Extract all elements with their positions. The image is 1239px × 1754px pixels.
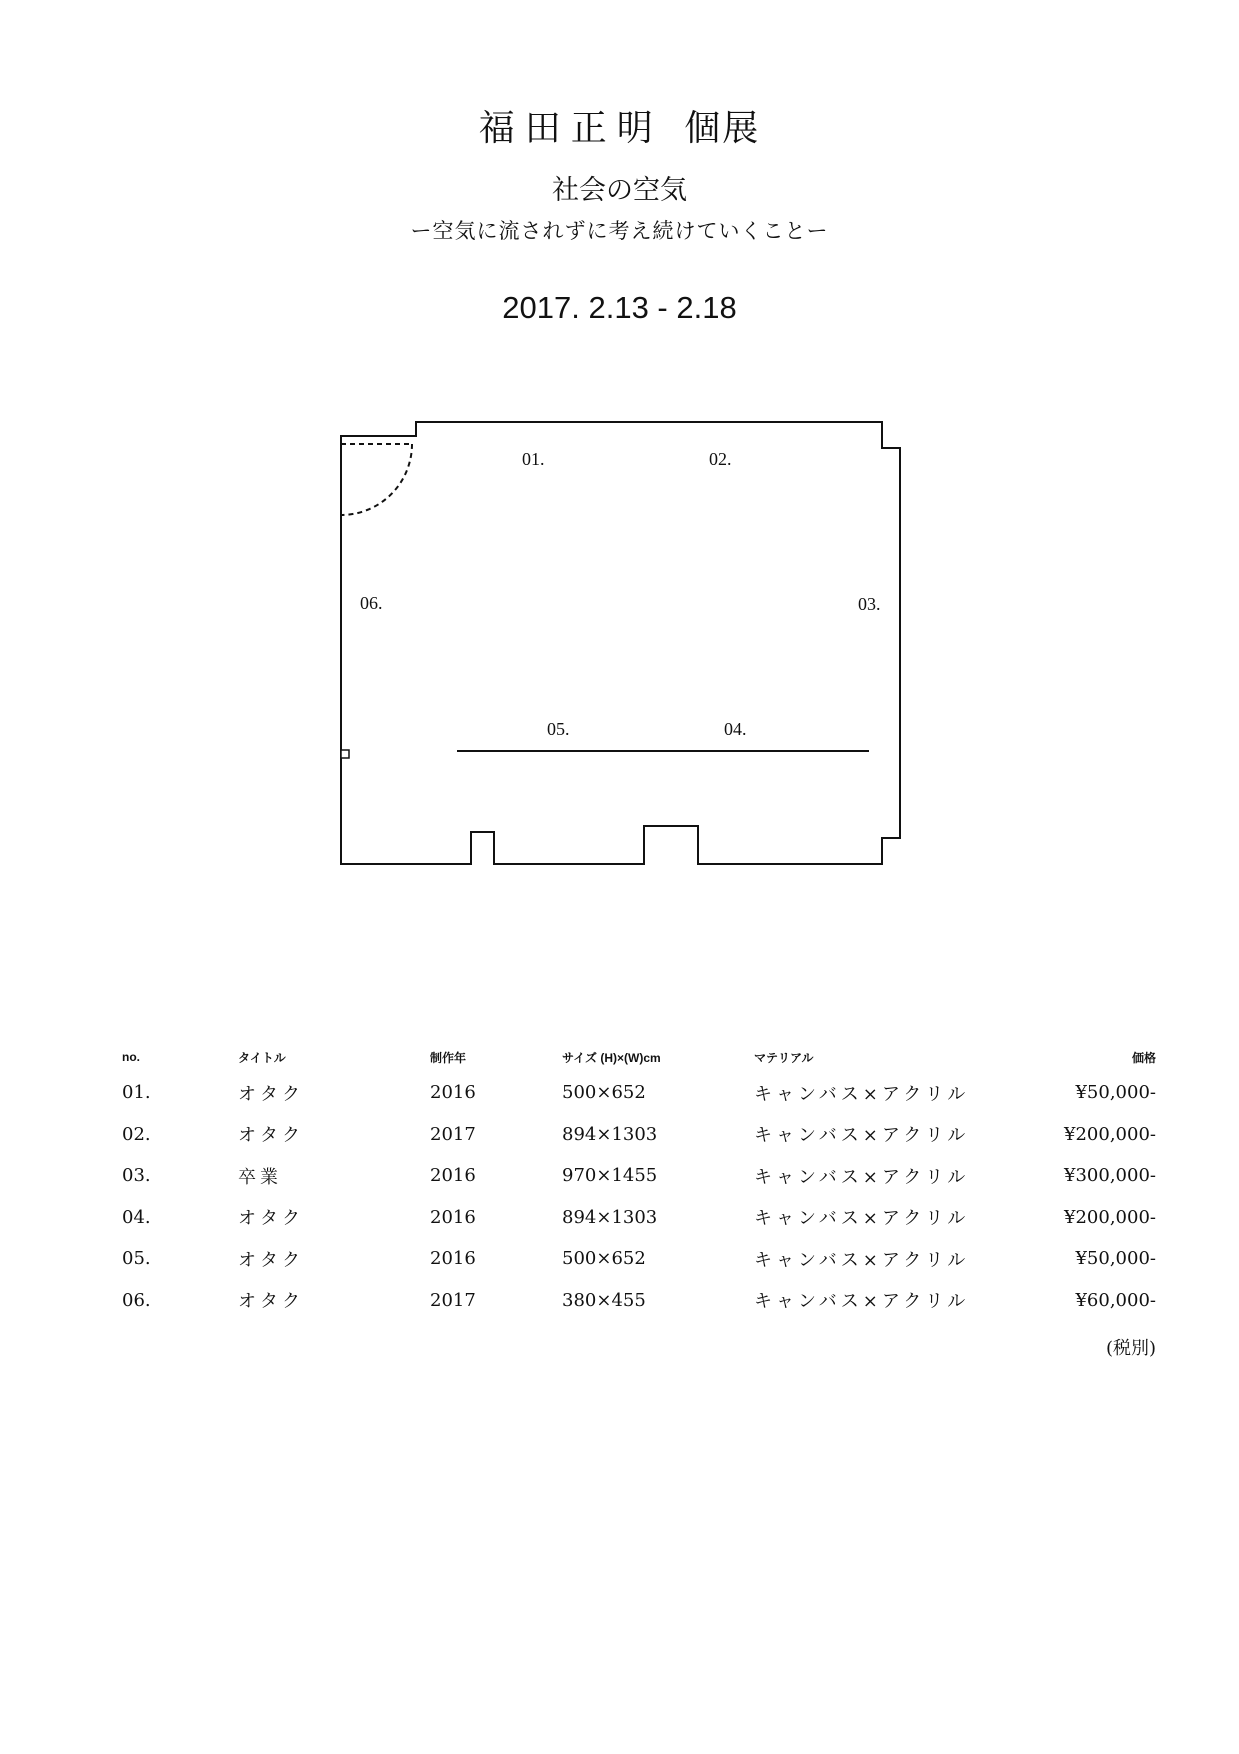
cell-material: キャンバス×アクリル [754, 1125, 970, 1147]
table-row [122, 1197, 1156, 1239]
table-row [122, 1155, 1156, 1197]
cell-year: 2016 [430, 1206, 476, 1228]
cell-no: 03. [122, 1165, 151, 1187]
header-year: 制作年 [430, 1050, 467, 1065]
cell-size: 894×1303 [562, 1123, 658, 1145]
cell-size: 894×1303 [562, 1206, 658, 1228]
cell-no: 05. [122, 1248, 151, 1270]
cell-price: ¥300,000- [1064, 1165, 1156, 1187]
table-row [122, 1072, 1156, 1114]
cell-price: ¥60,000- [1075, 1289, 1156, 1311]
cell-title: オタク [238, 1291, 304, 1313]
cell-material: キャンバス×アクリル [754, 1208, 970, 1230]
cell-title: オタク [238, 1125, 304, 1147]
wall-outlet [341, 750, 349, 758]
header-size: サイズ (H)×(W)cm [562, 1050, 661, 1065]
cell-material: キャンバス×アクリル [754, 1083, 970, 1105]
door-swing-icon [341, 444, 412, 515]
table-header-row [122, 1042, 1156, 1072]
cell-title: 卒業 [238, 1166, 282, 1188]
cell-title: オタク [238, 1083, 304, 1105]
cell-no: 06. [122, 1289, 151, 1311]
cell-no: 02. [122, 1123, 151, 1145]
cell-title: オタク [238, 1249, 304, 1271]
cell-year: 2016 [430, 1165, 476, 1187]
cell-price: ¥50,000- [1075, 1082, 1156, 1104]
cell-price: ¥200,000- [1064, 1206, 1156, 1228]
cell-year: 2016 [430, 1082, 476, 1104]
exhibition-dates: 2017. 2.13 - 2.18 [502, 290, 737, 325]
cell-year: 2017 [430, 1123, 476, 1145]
table-row [122, 1114, 1156, 1156]
header-title: タイトル [238, 1050, 286, 1065]
cell-no: 04. [122, 1206, 151, 1228]
wall-label-04: 04. [724, 719, 747, 739]
artist-name: 福田正明 [478, 108, 663, 149]
exhibition-tagline: ー空気に流されずに考え続けていくことー [410, 219, 829, 243]
cell-price: ¥50,000- [1075, 1248, 1156, 1270]
exhibition-type: 個展 [684, 108, 761, 149]
cell-price: ¥200,000- [1064, 1123, 1156, 1145]
cell-material: キャンバス×アクリル [754, 1291, 970, 1313]
exhibition-title: 社会の空気 [552, 175, 687, 206]
cell-material: キャンバス×アクリル [754, 1249, 970, 1271]
header-price: 価格 [1131, 1050, 1156, 1065]
cell-title: オタク [238, 1208, 304, 1230]
cell-size: 500×652 [562, 1082, 646, 1104]
cell-year: 2016 [430, 1248, 476, 1270]
header-no: no. [122, 1050, 140, 1064]
works-table [122, 1042, 1156, 1321]
cell-year: 2017 [430, 1289, 476, 1311]
wall-label-03: 03. [858, 594, 881, 614]
cell-material: キャンバス×アクリル [754, 1166, 970, 1188]
cell-size: 380×455 [562, 1289, 646, 1311]
tax-note: (税別) [1105, 1338, 1156, 1359]
wall-label-01: 01. [522, 449, 545, 469]
wall-label-05: 05. [547, 719, 570, 739]
header-material: マテリアル [754, 1050, 814, 1065]
cell-size: 970×1455 [562, 1165, 658, 1187]
table-row [122, 1238, 1156, 1280]
gallery-walls [341, 422, 900, 864]
cell-size: 500×652 [562, 1248, 646, 1270]
table-row [122, 1280, 1156, 1322]
wall-label-02: 02. [709, 449, 732, 469]
cell-no: 01. [122, 1082, 151, 1104]
wall-label-06: 06. [360, 593, 383, 613]
